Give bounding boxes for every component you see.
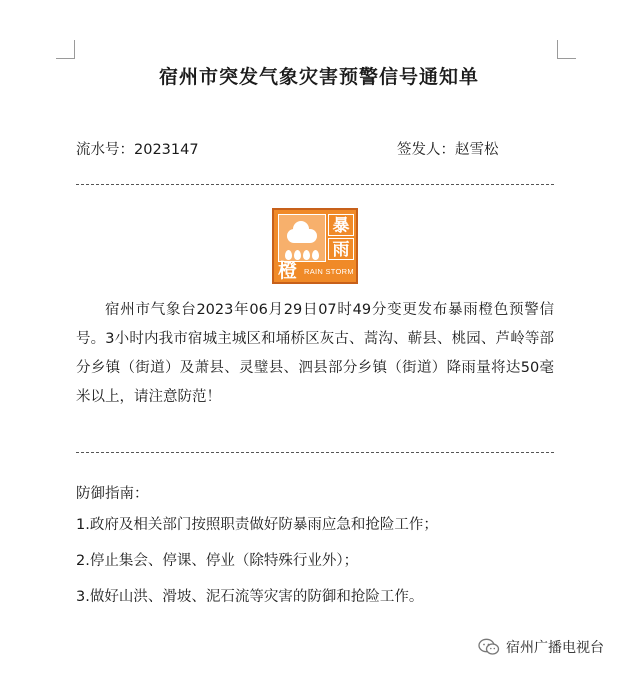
wechat-icon	[478, 638, 500, 656]
divider-bottom	[76, 452, 554, 453]
guide-list	[76, 512, 438, 620]
divider-top	[76, 184, 554, 185]
watermark	[478, 637, 604, 657]
signal-english-label: RAIN STORM	[304, 267, 354, 276]
signal-char-top: 暴	[328, 214, 354, 236]
rainstorm-orange-signal-icon	[272, 208, 358, 284]
page-corner-mark-left	[56, 40, 75, 59]
rain-cloud-icon	[278, 214, 326, 262]
signal-level-char: 橙	[278, 260, 298, 282]
guide-title: 防御指南：	[76, 486, 149, 502]
issuer: 签发人：赵雪松	[397, 142, 499, 158]
signal-char-mid: 雨	[328, 238, 354, 260]
guide-item: 2.停止集会、停课、停业（除特殊行业外）；	[76, 553, 359, 569]
warning-body-text: 宿州市气象台2023年06月29日07时49分变更发布暴雨橙色预警信号。3小时内我市宿城主城区和埇桥区灰古、蒿沟、蕲县、桃园、芦岭等部分乡镇（街道）及萧县、灵璧县、泗县部分乡镇（街道）降雨量将达50毫米以上，请注意防范！	[76, 302, 554, 405]
document-title: 宿州市突发气象灾害预警信号通知单	[158, 66, 479, 88]
serial-number: 流水号：2023147	[76, 142, 199, 158]
page-corner-mark-right	[557, 40, 576, 59]
guide-item: 3.做好山洪、滑坡、泥石流等灾害的防御和抢险工作。	[76, 589, 424, 605]
guide-item: 1.政府及相关部门按照职责做好防暴雨应急和抢险工作；	[76, 517, 438, 533]
watermark-text: 宿州广播电视台	[506, 640, 604, 656]
